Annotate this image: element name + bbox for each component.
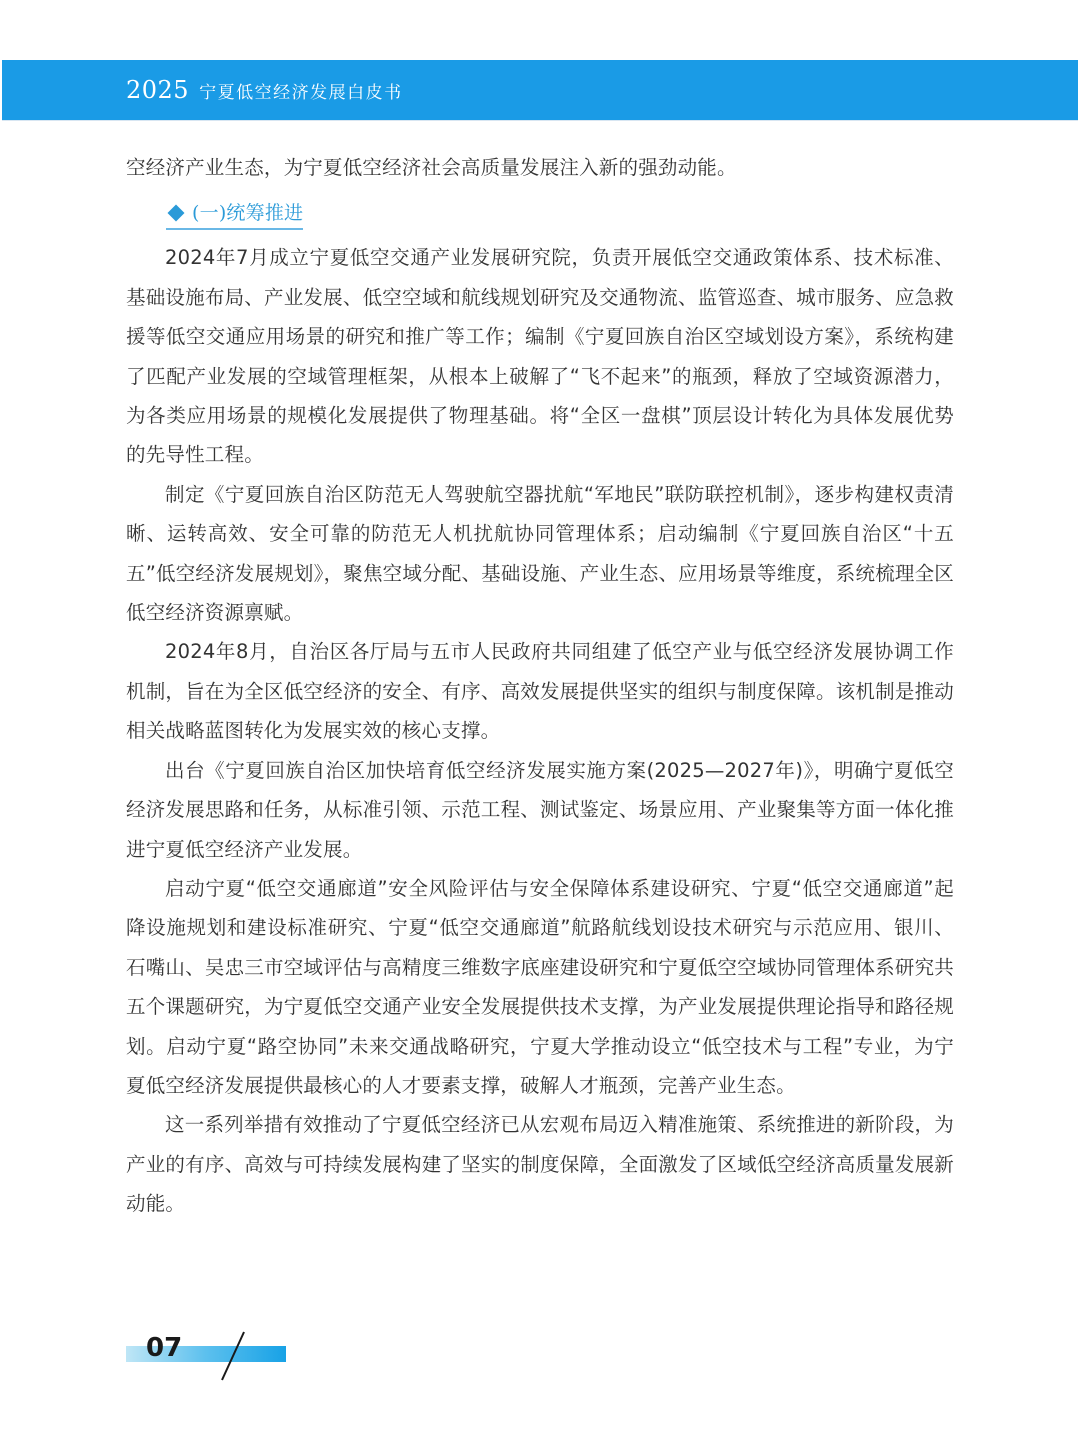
page-footer — [126, 1330, 296, 1385]
page-content — [126, 148, 954, 1224]
lead-paragraph: 空经济产业生态，为宁夏低空经济社会高质量发展注入新的强劲动能。 — [126, 156, 737, 179]
paragraph: 启动宁夏“低空交通廊道”安全风险评估与安全保障体系建设研究、宁夏“低空交通廊道”起降设施规划和建设标准研究、宁夏“低空交通廊道”航路航线划设技术研究与示范应用、银川、石嘴山、吴忠三市空域评估与高精度三维数字底座建设研究和宁夏低空空域协同管理体系研究共五个课题研究，为宁夏低空交通产业安全发展提供技术支撑，为产业发展提供理论指导和路径规划。启动宁夏“路空协同”未来交通战略研究，宁夏大学推动设立“低空技术与工程”专业，为宁夏低空经济发展提供最核心的人才要素支撑，破解人才瓶颈，完善产业生态。 — [126, 876, 954, 1097]
paragraph: 2024年8月，自治区各厅局与五市人民政府共同组建了低空产业与低空经济发展协调工作机制，旨在为全区低空经济的安全、有序、高效发展提供坚实的组织与制度保障。该机制是推动相关战略蓝图转化为发展实效的核心支撑。 — [126, 640, 954, 743]
header-year: 2025 — [126, 76, 190, 104]
paragraph: 制定《宁夏回族自治区防范无人驾驶航空器扰航“军地民”联防联控机制》，逐步构建权责清晰、运转高效、安全可靠的防范无人机扰航协同管理体系；启动编制《宁夏回族自治区“十五五”低空经济发展规划》，聚焦空域分配、基础设施、产业生态、应用场景等维度，系统梳理全区低空经济资源禀赋。 — [126, 482, 954, 625]
paragraph: 2024年7月成立宁夏低空交通产业发展研究院，负责开展低空交通政策体系、技术标准、基础设施布局、产业发展、低空空域和航线规划研究及交通物流、监管巡查、城市服务、应急救援等低空交通应用场景的研究和推广等工作；编制《宁夏回族自治区空域划设方案》，系统构建了匹配产业发展的空域管理框架，从根本上破解了“飞不起来”的瓶颈，释放了空域资源潜力，为各类应用场景的规模化发展提供了物理基础。将“全区一盘棋”顶层设计转化为具体发展优势的先导性工程。 — [126, 246, 954, 467]
header-bar — [2, 60, 1078, 120]
header-book-title: 宁夏低空经济发展白皮书 — [199, 82, 403, 103]
header-title — [126, 60, 403, 120]
page-number: 07 — [146, 1333, 183, 1363]
diamond-bullet-icon — [168, 205, 185, 222]
section-heading — [166, 199, 303, 230]
slash-decoration — [218, 1330, 248, 1382]
paragraph: 出台《宁夏回族自治区加快培育低空经济发展实施方案(2025—2027年)》，明确宁夏低空经济发展思路和任务，从标准引领、示范工程、测试鉴定、场景应用、产业聚集等方面一体化推进宁夏低空经济产业发展。 — [126, 758, 954, 861]
section-heading-text: (一)统筹推进 — [192, 202, 304, 225]
paragraph: 这一系列举措有效推动了宁夏低空经济已从宏观布局迈入精准施策、系统推进的新阶段，为产业的有序、高效与可持续发展构建了坚实的制度保障，全面激发了区域低空经济高质量发展新动能。 — [126, 1113, 954, 1216]
